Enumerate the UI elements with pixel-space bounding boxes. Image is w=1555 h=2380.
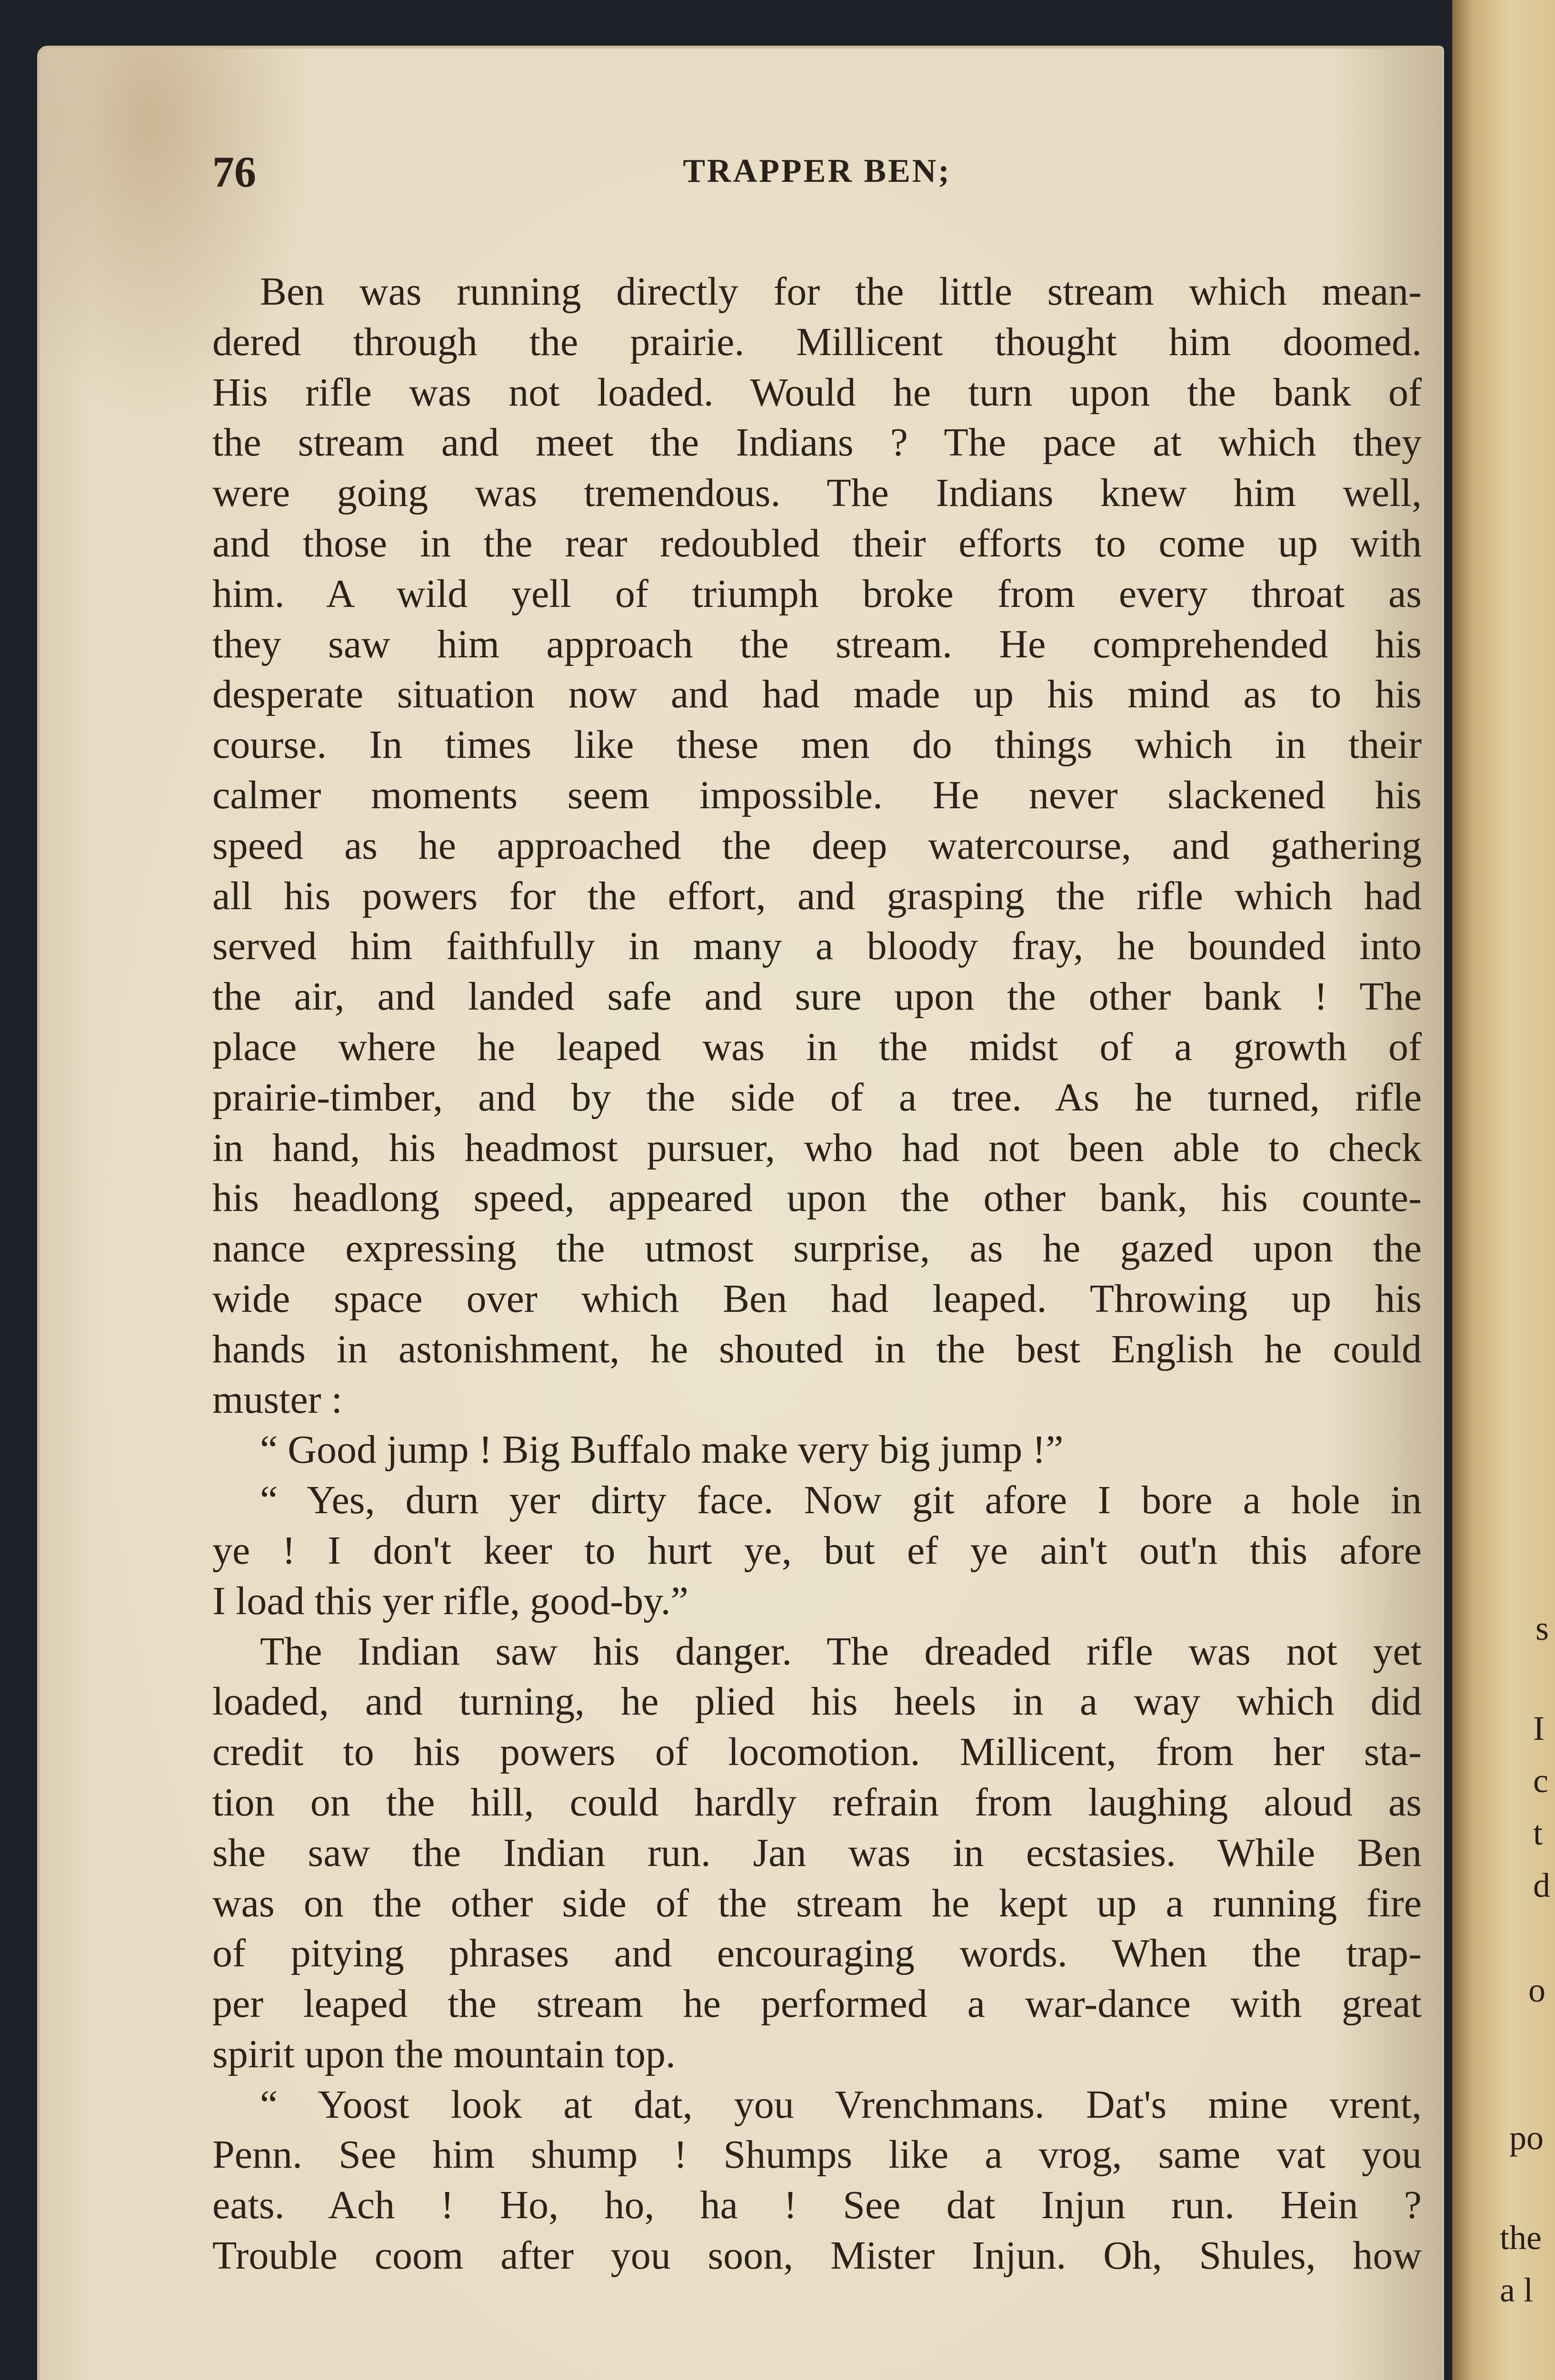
facing-page-fragment: c (1533, 1762, 1548, 1800)
facing-page-fragment: t (1533, 1814, 1543, 1852)
text-line: speed as he approached the deep watercourse, and gathering (212, 823, 1422, 868)
text-line: they saw him approach the stream. He comprehended his (212, 622, 1422, 666)
running-head (212, 147, 1422, 199)
facing-page-fragment: po (1509, 2119, 1544, 2157)
text-line: place where he leaped was in the midst of a growth of (212, 1024, 1422, 1069)
facing-page-fragment: s (1535, 1609, 1549, 1647)
text-line: loaded, and turning, he plied his heels in a way which did (212, 1679, 1422, 1724)
text-line: ye ! I don't keer to hurt ye, but ef ye ain't out'n this afore (212, 1528, 1422, 1573)
text-line: was on the other side of the stream he kept up a running fire (212, 1881, 1422, 1925)
text-line: prairie-timber, and by the side of a tree. As he turned, rifle (212, 1075, 1422, 1120)
facing-page-fragment: o (1528, 1971, 1545, 2009)
text-line: him. A wild yell of triumph broke from every throat as (212, 571, 1422, 616)
text-line: served him faithfully in many a bloody fray, he bounded into (212, 924, 1422, 969)
facing-page-fragment: the (1500, 2219, 1542, 2257)
text-line: desperate situation now and had made up his mind as to his (212, 672, 1422, 717)
text-line: Penn. See him shump ! Shumps like a vrog, same vat you (212, 2132, 1422, 2177)
text-line: hands in astonishment, he shouted in the best English he could (212, 1327, 1422, 1371)
text-line: the air, and landed safe and sure upon the other bank ! The (212, 974, 1422, 1019)
text-line: in hand, his headmost pursuer, who had not been able to check (212, 1125, 1422, 1170)
text-line: all his powers for the effort, and grasping the rifle which had (212, 873, 1422, 918)
dialogue-line: “ Yes, durn yer dirty face. Now git afore I bore a hole in (260, 1478, 1422, 1523)
text-line: per leaped the stream he performed a war-dance with great (212, 1982, 1422, 2026)
text-line: credit to his powers of locomotion. Millicent, from her sta- (212, 1730, 1422, 1775)
text-line: nance expressing the utmost surprise, as he gazed upon the (212, 1226, 1422, 1271)
facing-page-fragment: d (1533, 1866, 1550, 1904)
body-text (212, 267, 1422, 2281)
text-line: calmer moments seem impossible. He never slackened his (212, 773, 1422, 817)
text-line: The Indian saw his danger. The dreaded rifle was not yet (260, 1629, 1422, 1674)
text-line: wide space over which Ben had leaped. Throwing up his (212, 1276, 1422, 1321)
text-line: were going was tremendous. The Indians knew him well, (212, 471, 1422, 516)
text-line: she saw the Indian run. Jan was in ecstasies. While Ben (212, 1830, 1422, 1875)
text-line: eats. Ach ! Ho, ho, ha ! See dat Injun run. Hein ? (212, 2183, 1422, 2228)
text-line: spirit upon the mountain top. (212, 2032, 676, 2076)
text-line: tion on the hill, could hardly refrain from laughing aloud as (212, 1780, 1422, 1825)
text-line: muster : (212, 1377, 342, 1422)
page-number: 76 (212, 148, 256, 196)
running-title: TRAPPER BEN; (683, 153, 951, 189)
dialogue-line: “ Good jump ! Big Buffalo make very big jump !” (260, 1428, 1064, 1472)
facing-page-fragment: a l (1500, 2271, 1533, 2309)
facing-page-edge (1452, 0, 1555, 2380)
text-line: I load this yer rifle, good-by.” (212, 1578, 688, 1623)
text-line: Ben was running directly for the little stream which mean- (260, 269, 1422, 314)
text-line: his headlong speed, appeared upon the other bank, his counte- (212, 1176, 1422, 1220)
dialogue-line: “ Yoost look at dat, you Vrenchmans. Dat's mine vrent, (260, 2082, 1422, 2127)
facing-page-fragment: I (1533, 1709, 1545, 1747)
text-line: course. In times like these men do things which in their (212, 723, 1422, 767)
text-line: of pitying phrases and encouraging words. When the trap- (212, 1931, 1422, 1976)
text-line: Trouble coom after you soon, Mister Injun. Oh, Shules, how (212, 2233, 1422, 2278)
text-line: and those in the rear redoubled their efforts to come up with (212, 521, 1422, 565)
text-line: the stream and meet the Indians ? The pace at which they (212, 420, 1422, 465)
text-line: dered through the prairie. Millicent thought him doomed. (212, 319, 1422, 364)
text-line: His rifle was not loaded. Would he turn upon the bank of (212, 370, 1422, 415)
